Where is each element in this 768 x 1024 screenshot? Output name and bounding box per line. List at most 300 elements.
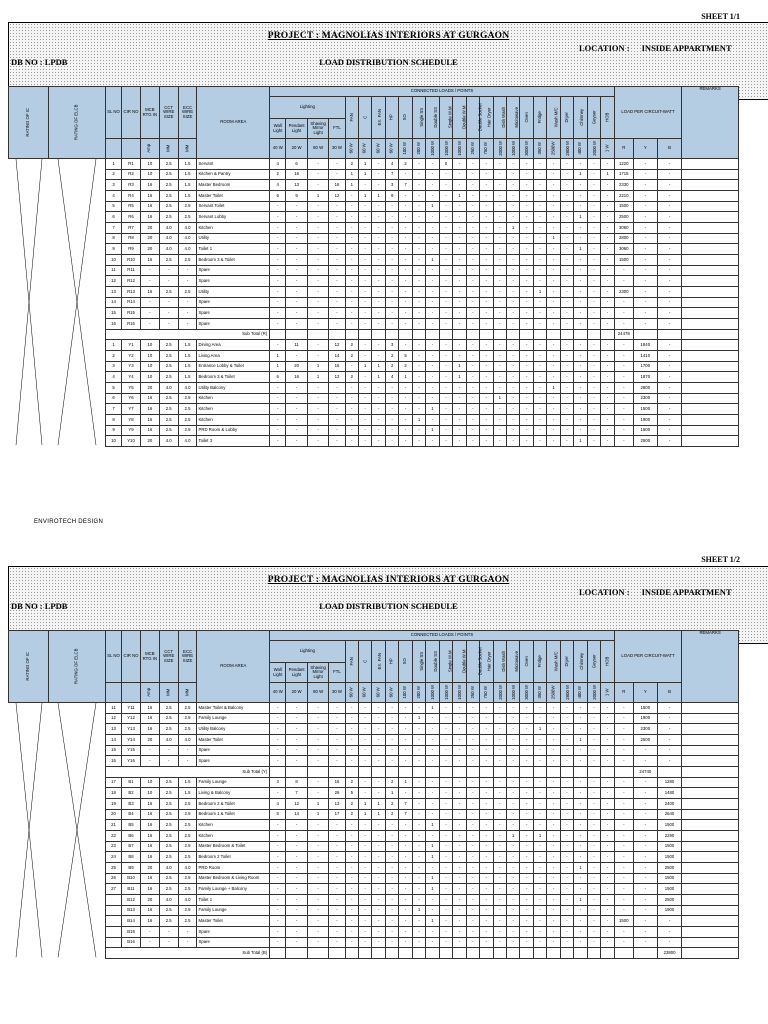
appliance-count: - [533,873,546,884]
ftl-count: - [329,831,345,842]
appliance-count: - [480,895,493,906]
appliance-count: 3 [385,340,398,351]
phase-b-value: - [657,436,681,447]
appliance-header [412,97,425,139]
remarks-cell [682,383,739,394]
appliance-count: - [587,180,600,191]
sl-no: 21 [105,820,121,831]
table-row [9,788,739,799]
appliance-count: 5 [345,788,358,799]
appliance-count: - [506,927,519,938]
appliance-count: - [439,383,452,394]
cct-wire-size: 2.5 [159,905,178,916]
appliance-header [453,641,466,683]
appliance-count: - [480,265,493,276]
appliance-count: - [533,319,546,330]
appliance-count: - [493,159,506,170]
wall-light-count: - [270,233,286,244]
appliance-count: - [601,244,615,255]
phase-r-value: - [614,788,633,799]
ftl-count: - [329,820,345,831]
appliance-count: - [412,852,425,863]
cell [399,767,412,778]
appliance-count: - [426,436,439,447]
mcb-rating: - [140,276,159,287]
mcb-rating: 20 [140,436,159,447]
appliance-count: 1 [426,852,439,863]
appliance-count: - [574,383,587,394]
appliance-count: 1 [412,415,425,426]
pendant-light-count: - [286,703,308,714]
appliance-count: - [560,905,573,916]
appliance-count: - [480,745,493,756]
appliance-count: - [426,745,439,756]
phase-y-value: 2500 [633,436,657,447]
location-value: INSIDE APPARTMENT [641,587,732,597]
cct-wire-size: - [159,745,178,756]
circuit-no: R8 [122,233,141,244]
appliance-count: - [399,244,412,255]
appliance-count: - [453,276,466,287]
mcb-rating: 16 [140,255,159,266]
appliance-count: - [372,916,385,927]
cell [574,767,587,778]
appliance-count: - [547,841,560,852]
pendant-light-count: 16 [286,169,308,180]
appliance-watt [547,139,560,159]
appliance-count: - [547,745,560,756]
cell [286,767,308,778]
appliance-count: - [493,884,506,895]
phase-b-value: - [657,756,681,767]
appliance-count: - [412,276,425,287]
appliance-count: 1 [359,361,372,372]
remarks-cell [682,393,739,404]
appliance-count: - [426,308,439,319]
cell [533,329,546,340]
phase-b-value: - [657,724,681,735]
circuit-no: B7 [122,841,141,852]
appliance-count: - [601,916,615,927]
appliance-count: - [587,831,600,842]
room-area: Spare [197,297,270,308]
cell [574,329,587,340]
appliance-label: Oven [523,112,529,123]
phase-b-value: - [657,191,681,202]
appliance-count: - [601,927,615,938]
appliance-count: - [412,383,425,394]
appliance-count: - [399,340,412,351]
appliance-count: - [587,265,600,276]
phase-y-value [633,329,657,340]
sl-no: 25 [105,863,121,874]
phase-r-value: 1500 [614,255,633,266]
appliance-count: - [453,180,466,191]
appliance-label: Double SS [433,107,439,128]
appliance-count: - [412,873,425,884]
appliance-count: - [345,905,358,916]
phase-b-value: - [657,319,681,330]
phase-b-value: - [657,937,681,948]
appliance-count: 1 [359,809,372,820]
appliance-count: - [359,201,372,212]
appliance-count: - [533,393,546,404]
ecc-wire-size: 2.5 [178,884,197,895]
appliance-count: - [520,863,533,874]
wall-light-count: - [270,297,286,308]
shaving-mirror-count: - [307,873,329,884]
watt-20: 20 W [286,683,308,703]
appliance-count: - [359,244,372,255]
appliance-count: - [533,884,546,895]
appliance-count: - [493,895,506,906]
appliance-count: - [533,809,546,820]
phase-y-value: - [633,212,657,223]
appliance-count: - [533,191,546,202]
appliance-count: - [466,756,479,767]
appliance-count: - [506,436,519,447]
appliance-count: - [426,351,439,362]
circuit-no: Y2 [122,351,141,362]
appliance-count: 1 [574,169,587,180]
appliance-count: - [385,201,398,212]
appliance-count: - [439,884,452,895]
rating-elcb-label: RATING OF ELCB [73,104,79,141]
appliance-header [520,641,533,683]
phase-r-value: 2500 [614,212,633,223]
mcb-rating: 16 [140,415,159,426]
appliance-count: - [453,415,466,426]
phase-y-value: - [633,841,657,852]
wall-light-count: - [270,831,286,842]
connected-loads-header: CONNECTED LOADS / POINTS [270,87,615,97]
appliance-count: - [399,415,412,426]
mcb-rating: 10 [140,788,159,799]
appliance-count: - [587,297,600,308]
cir-unit [122,139,141,159]
wall-light-count: - [270,415,286,426]
phase-y-value: - [633,831,657,842]
appliance-watt [480,139,493,159]
circuit-no: Y5 [122,383,141,394]
phase-r-value: - [614,927,633,938]
appliance-count: - [439,265,452,276]
appliance-count: - [453,308,466,319]
appliance-count: 1 [574,212,587,223]
appliance-count: - [587,393,600,404]
ftl-count: - [329,297,345,308]
phase-b-value: - [657,713,681,724]
ftl-count: - [329,201,345,212]
circuit-no: Y8 [122,415,141,426]
sl-no [105,916,121,927]
appliance-count: - [493,212,506,223]
appliance-header [547,641,560,683]
appliance-count: - [506,809,519,820]
appliance-count: - [426,863,439,874]
appliance-count: 1 [574,244,587,255]
cell [359,329,372,340]
appliance-count: - [533,863,546,874]
cct-wire-size: 2.5 [159,703,178,714]
appliance-count: - [480,735,493,746]
appliance-count: - [412,703,425,714]
appliance-count: - [453,895,466,906]
appliance-watt-label: 1000 W [443,685,449,700]
appliance-count: - [372,873,385,884]
remarks-cell [682,927,739,938]
appliance-count: - [547,297,560,308]
appliance-count: - [560,745,573,756]
appliance-count: - [399,233,412,244]
appliance-count: - [480,927,493,938]
appliance-count: - [547,180,560,191]
appliance-count: - [560,820,573,831]
appliance-label: SO [402,658,408,665]
appliance-count: - [601,799,615,810]
sl-no [105,937,121,948]
appliance-watt-label: 60 W [361,687,367,698]
phase-y-value: 2300 [633,724,657,735]
room-area: Spare [197,937,270,948]
appliance-header [533,97,546,139]
appliance-count: - [587,169,600,180]
phase-r-value: 24478 [614,329,633,340]
appliance-count: - [426,191,439,202]
ecc-wire-size: 4.0 [178,895,197,906]
phase-r-value: - [614,276,633,287]
table-row [9,436,739,447]
appliance-watt [587,683,600,703]
appliance-label: Double Socket [477,103,483,132]
appliance-count: - [426,415,439,426]
appliance-label: Single SS [418,652,424,671]
room-area: Family Lounge [197,713,270,724]
appliance-count: - [560,799,573,810]
pendant-light-count: - [286,820,308,831]
phase-b-value: - [657,297,681,308]
appliance-count: - [587,788,600,799]
appliance-count: - [574,255,587,266]
appliance-count: 1 [453,191,466,202]
appliance-count: - [520,180,533,191]
appliance-count: - [412,223,425,234]
appliance-count: 2 [345,777,358,788]
appliance-count: 1 [372,809,385,820]
appliance-count: - [560,191,573,202]
appliance-header [385,97,398,139]
ftl-count: - [329,937,345,948]
appliance-count: - [480,703,493,714]
appliance-count: - [587,255,600,266]
appliance-count: - [506,425,519,436]
ftl-count: - [329,383,345,394]
phase-b-value: 1480 [657,788,681,799]
appliance-header [439,97,452,139]
appliance-count: - [480,233,493,244]
phase-r-value: - [614,724,633,735]
room-area: Spare [197,308,270,319]
phase-y-value: 1700 [633,361,657,372]
cct-wire-size: 2.5 [159,425,178,436]
appliance-header [439,641,452,683]
appliance-count: - [345,735,358,746]
sl-no: 9 [105,244,121,255]
appliance-count: 2 [385,351,398,362]
shaving-mirror-header: Shaving Mirror Light [307,119,329,139]
appliance-count: 1 [426,404,439,415]
remarks-cell [682,948,739,959]
appliance-count: - [533,265,546,276]
appliance-count: - [439,287,452,298]
appliance-count: - [372,884,385,895]
remarks-cell [682,201,739,212]
cct-wire-size: 4.0 [159,223,178,234]
appliance-count: - [560,724,573,735]
appliance-count: - [480,191,493,202]
appliance-count: - [574,937,587,948]
appliance-count: - [372,927,385,938]
ecc-wire-size: 2.5 [178,724,197,735]
room-area: Toilet 1 [197,244,270,255]
appliance-count: - [560,308,573,319]
appliance-count: - [480,436,493,447]
mcb-rating: 10 [140,351,159,362]
appliance-watt [372,139,385,159]
appliance-count: - [533,372,546,383]
appliance-count: - [359,713,372,724]
ftl-count: - [329,169,345,180]
appliance-count: - [359,863,372,874]
mcb-rating: 16 [140,809,159,820]
cell [506,329,519,340]
cell [520,948,533,959]
appliance-count: - [587,745,600,756]
room-area: Bedroom 3 & Toilet [197,255,270,266]
ecc-wire-size: 2.5 [178,916,197,927]
appliance-count: - [453,724,466,735]
appliance-count: - [480,159,493,170]
appliance-count: - [359,383,372,394]
appliance-count: - [439,436,452,447]
appliance-label: HOB [604,112,610,123]
cell [399,948,412,959]
appliance-count: - [533,895,546,906]
appliance-count: - [506,372,519,383]
appliance-count: - [426,937,439,948]
room-area: Master Toilet [197,191,270,202]
cct-wire-size: 4.0 [159,383,178,394]
appliance-count: - [574,927,587,938]
cell [560,329,573,340]
appliance-watt [426,683,439,703]
appliance-count: - [439,223,452,234]
cir-no-header: CIR NO [122,631,141,683]
appliance-count: - [601,233,615,244]
shaving-mirror-count: - [307,884,329,895]
phase-y-value: - [633,244,657,255]
phase-r-value: - [614,436,633,447]
appliance-label: FAN [348,657,354,666]
appliance-count: - [372,308,385,319]
cct-wire-size: 2.5 [159,255,178,266]
table-row [9,841,739,852]
appliance-label: SO [402,114,408,121]
appliance-count: - [453,404,466,415]
appliance-header [520,97,533,139]
phase-r-value [614,767,633,778]
mcb-rating: 10 [140,361,159,372]
appliance-count: - [601,905,615,916]
sl-no: 1 [105,159,121,170]
appliance-count: 1 [426,703,439,714]
ecc-wire-size: 1.5 [178,788,197,799]
rating-elcb-label: RATING OF ELCB [73,648,79,685]
appliance-count: - [412,297,425,308]
amp-label: Amp [146,688,152,697]
appliance-count: - [466,788,479,799]
phase-y-value: 1840 [633,340,657,351]
wall-light-count: - [270,201,286,212]
phase-r-value: - [614,756,633,767]
appliance-count: - [412,916,425,927]
table-row [9,265,739,276]
appliance-count: - [493,745,506,756]
location [579,587,732,597]
appliance-count: - [560,809,573,820]
appliance-count: - [426,180,439,191]
ecc-wire-size: 2.5 [178,703,197,714]
circuit-no: B16 [122,937,141,948]
appliance-count: - [587,340,600,351]
ecc-wire-size: 1.5 [178,777,197,788]
appliance-count: - [480,308,493,319]
appliance-count: - [533,745,546,756]
appliance-count: - [601,756,615,767]
ftl-count: - [329,233,345,244]
appliance-count: - [439,756,452,767]
mcb-rating: - [140,319,159,330]
appliance-count: - [574,340,587,351]
phase-b-value: 1900 [657,905,681,916]
appliance-watt-label: 1000 W [457,141,463,156]
cct-wire-size: - [159,265,178,276]
appliance-header [574,97,587,139]
ecc-wire-size: 4.0 [178,735,197,746]
sl-no: 26 [105,873,121,884]
phase-b-value: 1500 [657,873,681,884]
appliance-count: - [560,351,573,362]
appliance-count: - [493,724,506,735]
appliance-count: - [466,393,479,404]
appliance-count: - [506,884,519,895]
appliance-count: - [574,873,587,884]
pendant-light-count: - [286,831,308,842]
phase-b-value: - [657,233,681,244]
appliance-count: - [533,340,546,351]
appliance-count: - [345,873,358,884]
appliance-count: - [493,873,506,884]
appliance-count: - [385,265,398,276]
appliance-header [506,97,519,139]
appliance-header [359,641,372,683]
appliance-label: HOB [604,656,610,667]
appliance-header [399,97,412,139]
appliance-count: - [587,201,600,212]
mcb-rating: 16 [140,884,159,895]
appliance-watt [439,683,452,703]
appliance-count: - [372,905,385,916]
